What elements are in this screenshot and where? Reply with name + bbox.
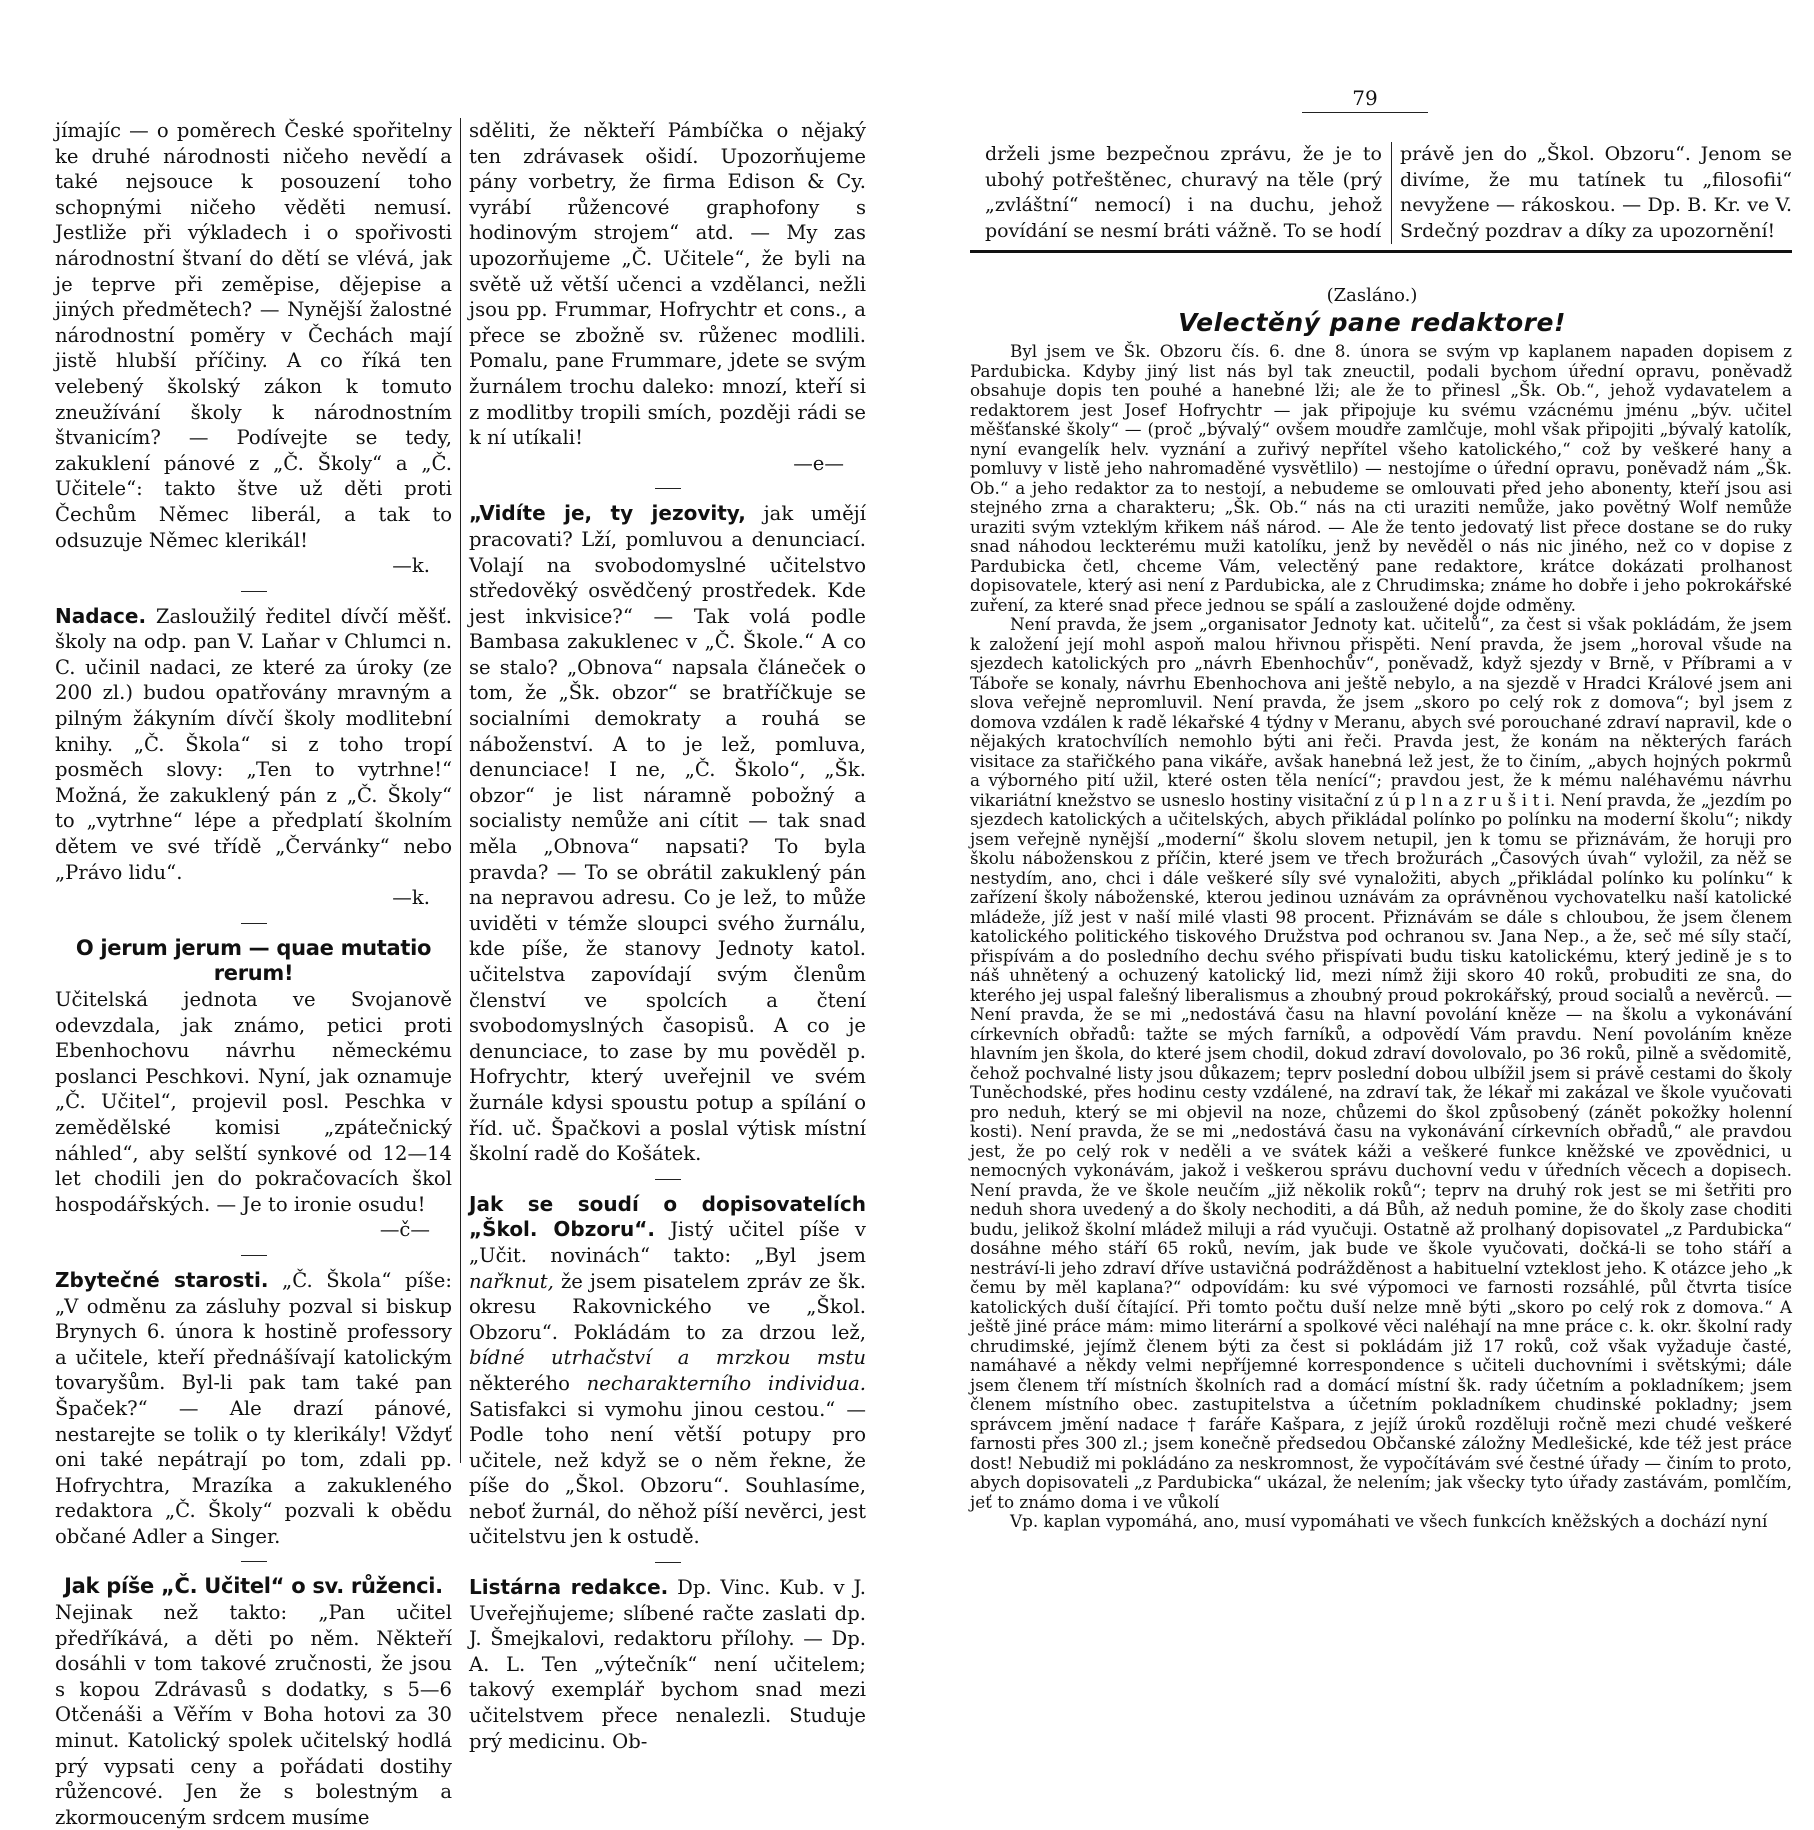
article-text: Jistý učitel píše v „Učit. novinách“ takto: „Byl jsem [469,1218,867,1267]
separator [241,1255,267,1256]
separator [241,591,267,592]
article-heading: Zbytečné starosti. [55,1267,269,1292]
article-heading: Jak se soudí o dopisovatelích „Škol. Obzoru“. [469,1191,866,1242]
letter-body [970,342,1792,1532]
right-top-column-2: právě jen do „Škol. Obzoru“. Jenom se divíme, že mu tatínek tu „filosofii“ nevyžene — rákoskou. — Dp. B. Kr. ve V. Srdečný pozdrav a díky za upozornění! [1400,143,1792,242]
article-listarna [469,1575,866,1754]
article-heading: Jak píše „Č. Učitel“ o sv. růženci. [64,1574,443,1599]
article-text: jímajíc — o poměrech České spořitelny ke druhé národnosti ničeho nevědí a také nejsouce k posouzení toho schopnými ničeho věděti nemusí. Jestliže při výkladech i o spořivosti národnostní štvaní do dětí se vlévá, jak je teprve při zeměpise, dějepise a jiných předmětech? — Nynější žalostné národnostní poměry v Čechách mají jistě hlubší příčiny. A co říká ten velebený školský zákon k tomuto zneužívání školy k národnostním štvanicím? — Podívejte se tedy, zakuklení pánové z „Č. Školy“ a „Č. Učitele“: takto štve už děti proti Čechům Němec liberál, a tak to odsuzuje Němec klerikál! [55,119,452,552]
column-divider [1391,142,1392,244]
article-text: některého [469,1371,570,1395]
article-zbytecne-starosti [55,1268,452,1550]
page-number-rule [1302,112,1428,113]
article-text: Učitelská jednota ve Svojanově odevzdala, jak známo, petici proti Ebenhochovu návrhu německému poslanci Peschkovi. Nyní, jak oznamuje „Č. Učitel“, projevil posl. Peschka v zemědělské komisi „zpátečnický náhled“, aby selští synkové od 12—14 let chodili jen do pokračovacích škol hospodářských. — Je to ironie osudu! [55,988,452,1216]
article-emphasis: bídné utrhačství a mrzkou mstu [469,1346,866,1370]
article-emphasis: necharakterního individua. [586,1371,866,1395]
article-signature: —k. [392,554,430,578]
article-text: Nejinak než takto: „Pan učitel předříkává, a děti po něm. Někteří dosáhli v tom takové zručnosti, že jsou s kopou Zdrávasů s dodatky, s 5—6 Otčenáši a Věřím v Boha hotovi za 30 minut. Katolický spolek učitelský hodlá prý vypsati ceny a pořádati dostihy růžencové. Jen že s bolestným a zkormouceným srdcem musíme [55,1601,452,1829]
right-top-column-1: drželi jsme bezpečnou zprávu, že je to ubohý potřeštěnec, churavý na těle (prý „zvláštní“ nemocí) i na duchu, jehož povídání se nesmí bráti vážně. To se hodí [985,143,1382,242]
letter-paragraph: Vp. kaplan vypomáhá, ano, musí vypomáhati ve všech funkcích kněžských a dochází nyní [1010,1511,1768,1531]
letter-paragraph: Není pravda, že jsem „organisator Jednoty kat. učitelů“, za čest si však pokládám, že jsem k založení její mohl aspoň malou hřivnou přispěti. Není pravda, že jsem „horoval všude na sjezdech katolických pro „návrh Ebenhochův“, poněvadž, když sjezdy v Brně, v Příbrami a v Táboře se konaly, návrhu Ebenhochova ani ještě nebylo, a na sjezdě v Hradci Králové jsem ani slova veřejně nepromluvil. Není pravda, že jsem „skoro po celý rok z domova“; byl jsem z domova vzdálen k radě lékařské 4 týdny v Meranu, abych své porouchané zdraví napravil, kde o nějakých kratochvílích nemohlo býti ani řeči. Pravda jest, že konám na některých farách visitace za stařičkého pana vikáře, avšak hanebná lež jest, že to činím, „abych hojných pokrmů a výborného pití užil, které osten těla nenící“; pravdou jest, že k mému naléhavému návrhu vikariátní knežstvo se usneslo hostiny visitační z ú p l n a z r u š i t i. Není pravda, že „jezdím po sjezdech katolických a učitelských, abych přikládal polínko po polínku na moderní školu“; nikdy jsem veřejně nynější „moderní“ školu slovem netupil, jen k tomu se přiznávám, že horuji pro školu náboženskou z příčin, které jsem ve třech brožurách „Časových úvah“ vyložil, za něž se nestydím, ano, chci i dále veškeré síly své vynaložiti, abych „přikládal polínko ku polínku“ k zařízení školy náboženské, kterou jedinou uznávám za oprávněnou vychovatelku naší katolické mládeže, jíž jest v naší milé vlasti 98 procent. Přiznávám se dále s chloubou, že jsem členem katolického politického tiskového Družstva pod ochranou sv. Jana Nep., a že, seč mé síly stačí, přispívám a do posledního dechu svého přispívati budu tisku katolickému, který jedině je s to náš uhnětený a ochuzený katolický lid, mezi nímž žiji skoro 40 roků, probuditi ze sna, do kterého jej uspal falešný liberalismus a zhoubný proud pokrokářský, proud socialů a nevěrců. — Není pravda, že se mi „nedostává času na hlavní povolání kněze — na školu a vykonávání církevních obřadů: tažte se mých farníků, a odpovědí Vám pravdu. Není povoláním kněze hlavním jen škola, do které jsem chodil, dokud zdraví dovolovalo, po 36 roků, pilně a svědomitě, čehož pochvalné listy jsou důkazem; teprv poslední dobou ulbížil jsem si právě cestami do školy Tuněchodské, přes hodinu cesty vzdálené, na zdraví tak, že lékař mi zakázal ve škole vyučovati pro neduh, který se mi objevil na noze, chůzemi do škol způsobený (zánět pokožky holenní kosti). Není pravda, že se mi „nedostává času na vykonávání církevních obřadů,“ ale pravdou jest, že po celý rok v neděli a ve svátek káži a veškeré funkce kněžské ve zpovědnici, u nemocných vykonávám, jakož i veškerou správu duchovní vedu v úředních věcech a dopisech. Není pravda, že ve škole neučím „již několik roků“; teprv na druhý rok jest se mi šetřiti pro neduh shora uvedený a do školy nechoditi, a dá Bůh, až neduh pomine, že do školy zase choditi budu, jelikož školní mládež miluji a rád vyučuji. Ostatně až prolhaný dopisovatel „z Pardubicka“ dosáhne mého stáří 65 roků, nevím, jak bude ve škole vyučovati, dočká-li se toho stáří a nestráví-li jeho zdraví dříve ustavičná podrážděnost a habituelní vzteklost jeho. K otázce jeho „k čemu by měl kaplana?“ odpovídám: ku své výpomoci ve farnosti rozsáhlé, půl čtvrta tisíce katolických duší čítající. Při tomto počtu duší nelze mně býti „skoro po celý rok z domova.“ A ještě jiné práce mám: mimo literární a spolkové věci naléhají na mne práce c. k. okr. školní rady chrudimské, jejímž členem býti za čest si pokládám již 17 roků, což však vyžaduje časté, namáhavé a někdy velmi nepříjemné korrespondence s učiteli duchovními i světskými; dále jsem členem tří místních školních rad a domácí místní šk. rady účetním a pokladníkem; jsem členem místního obec. zastupitelstva a účetním pokladníkem chudinské pokladny; jsem správcem jmění nadace † faráře Kašpara, z jejíž úroků rozděluji ročně mezi chudé veškeré farnosti přes 300 zl.; jsem konečně předsedou Občanské záložny Medlešické, kde též jest práce dost! Nebudiž mi pokládáno za neskromnost, že vypočítávám své čestné úřady — činím to proto, abych dopisovateli „z Pardubicka“ ukázal, že nelením; jak všecky tyto úřady zastávám, pomlčím, jeť to známo doma i ve vůkolí [970,614,1792,1512]
letter-title: Velectěný pane redaktore! [1178,308,1566,337]
article-continuation [469,118,866,476]
article-heading: Listárna redakce. [469,1575,669,1600]
article-heading: O jerum jerum — quae mutatio rerum! [75,935,432,986]
column-divider [460,118,461,1463]
separator [655,488,681,489]
separator [655,1179,681,1180]
article-signature: —č— [379,1218,430,1242]
article-heading: Nadace. [55,603,147,628]
article-signature: —k. [392,886,430,910]
article-jak-pise-ucitel [55,1574,452,1830]
article-emphasis: nařknut, [469,1269,554,1293]
letter-paragraph: Byl jsem ve Šk. Obzoru čís. 6. dne 8. února se svým vp kaplanem napaden dopisem z Pardubicka. Kdyby jiný list nás byl tak zneuctil, podali bychom úřední opravu, poněvadž obsahuje dopis ten pouhé a hanebné lži; ale že to přinesl „Šk. Ob.“, jehož vydavatelem a redaktorem jest Josef Hofrychtr — jak připojuje ku svému vzácnému jménu „býv. učitel měšťanské školy“ — (proč „bývalý“ ovšem moudře zamlčuje, mohl však připojiti „bývalý katolík, nyní evangelík helv. vyznání a zuřivý nepřítel všeho katolického,“ což by veškeré hany a pomluvy v listě jeho nahromaděné vysvětlilo) — nestojíme o úřední opravu, poněvadž nám „Šk. Ob.“ a jeho redaktor za to nestojí, a nebudeme se omlouvati před jeho abonenty, kteří jsou asi stejného zrna a charakteru; „Šk. Ob.“ nás na cti uraziti nemůže, jako povětný Wolf nemůže uraziti svým vzteklým křikem náš národ. — Ale že tento jedovatý list přece dostane se do ruky snad náhodou leckterému muži katolíku, jenž by nevěděl o nás nic jiného, než co v dopise z Pardubicka četl, chceme Vám, velectěný pane redaktore, krátce dokázati prolhanost dopisovatele, který asi není z Pardubicka, ale z Chrudimska; známe ho dobře i jeho pokrokářské zuření, za které snad přece jednou se spálí a zasloužené dojde odměny. [970,341,1792,615]
right-page [930,0,1814,1531]
article-text: že jsem pisatelem zpráv ze šk. okresu Rakovnického ve „Škol. Obzoru“. Pokládám to za drzou lež, [469,1269,866,1344]
zaslano-label: (Zasláno.) [1326,285,1418,306]
section-rule [970,250,1792,253]
page-number: 79 [1352,86,1378,110]
article-text: sděliti, že někteří Pámbíčka o nějaký ten zdrávasek ošidí. Upozorňujeme pány vorbetry, že firma Edison & Cy. vyrábí růžencové graphofony s hodinovým strojem“ atd. — My zas upozorňujeme „Č. Učitele“, že byli na světě už větší učenci a vzdělanci, nežli jsou pp. Frummar, Hofrychtr et cons., a přece se zbožně sv. růženec modlili. Pomalu, pane Frummare, jdete se svým žurnálem trochu daleko: mnozí, kteří si z modlitby tropili smích, později rádi se k ní utíkali! [469,119,866,450]
separator [241,923,267,924]
article-nadace [55,604,452,911]
separator [655,1562,681,1563]
article-signature: —e— [793,451,844,475]
article-text: Satisfakci si vymohu jinou cestou.“ — Podle toho není větší potupy pro učitele, než když se o něm řekne, že píše do „Škol. Obzoru“. Souhlasíme, neboť žurnál, do něhož píší nevěrci, jest učitelstvu jen k ostudě. [469,1397,866,1549]
article-jak-se-soudi [469,1192,866,1550]
article-o-jerum [55,936,452,1243]
article-text: „Č. Škola“ píše: „V odměnu za zásluhy pozval si biskup Brynych 6. února k hostině professory a učitele, kteří přednášívají katolickým tovaryšům. Byl-li pak tam také pan Špaček?“ — Ale drazí pánové, nestarejte se tolik o ty klerikály! Vždyť oni také nepátrají po tom, zdali pp. Hofrychtra, Mrazíka a zakukleného redaktora „Č. Školy“ pozvali k obědu občané Adler a Singer. [55,1268,453,1548]
left-column-1 [55,118,452,1830]
left-column-2 [469,118,866,1754]
article-continuation [55,118,452,579]
article-text: jak umějí pracovati? Lží, pomluvou a denunciací. Volají na svobodomyslné učitelstvo středověký osvědčený prostředek. Kde jest inkvisice?“ — Tak volá podle Bambasa zakuklenec v „Č. Škole.“ A co se stalo? „Obnova“ napsala článeček o tom, že „Šk. obzor“ se bratříčkuje se socialními demokraty a rouhá se náboženství. A to je lež, pomluva, denunciace! I ne, „Č. Školo“, „Šk. obzor“ je list náramně pobožný a socialisty nemůže ani cítit — tak snad měla „Obnova“ napsati? To byla pravda? — To se obrátil zakuklený pán na nepravou adresu. Co je lež, to může uviděti v témže sloupci svého žurnálu, kde píše, že stanovy Jednoty katol. učitelstva zapovídají svým členům členství ve spolcích a čtení svobodomyslných časopisů. A co je denunciace, to zase by mu pověděl p. Hofrychtr, který uveřejnil ve svém žurnále kdysi spoustu potup a spílání o říd. uč. Špačkovi a poslal výtisk místní školní radě do Košátek. [469,502,867,1166]
article-text: Zasloužilý ředitel dívčí měšť. školy na odp. pan V. Laňar v Chlumci n. C. učinil nadaci, ze které za úroky (ze 200 zl.) budou opatřovány mravným a pilným žákyním dívčí školy modlitební knihy. „Č. Škola“ si z toho tropí posměch slovy: „Ten to vytrhne!“ Možná, že zakuklený pán z „Č. Školy“ to „vytrhne“ lépe a předplatí školním dětem ve své třídě „Červánky“ nebo „Právo lidu“. [55,604,452,884]
separator [241,1561,267,1562]
article-vidite-je [469,501,866,1166]
article-heading: „Vidíte je, ty jezovity, [469,501,746,526]
article-text: Dp. Vinc. Kub. v J. Uveřejňujeme; slíbené račte zaslati dp. J. Šmejkalovi, redaktoru přílohy. — Dp. A. L. Ten „výtečník“ není učitelem; takový exemplář bychom snad mezi učitelstvem přece nenalezli. Studuje prý medicinu. Ob- [469,1576,866,1753]
